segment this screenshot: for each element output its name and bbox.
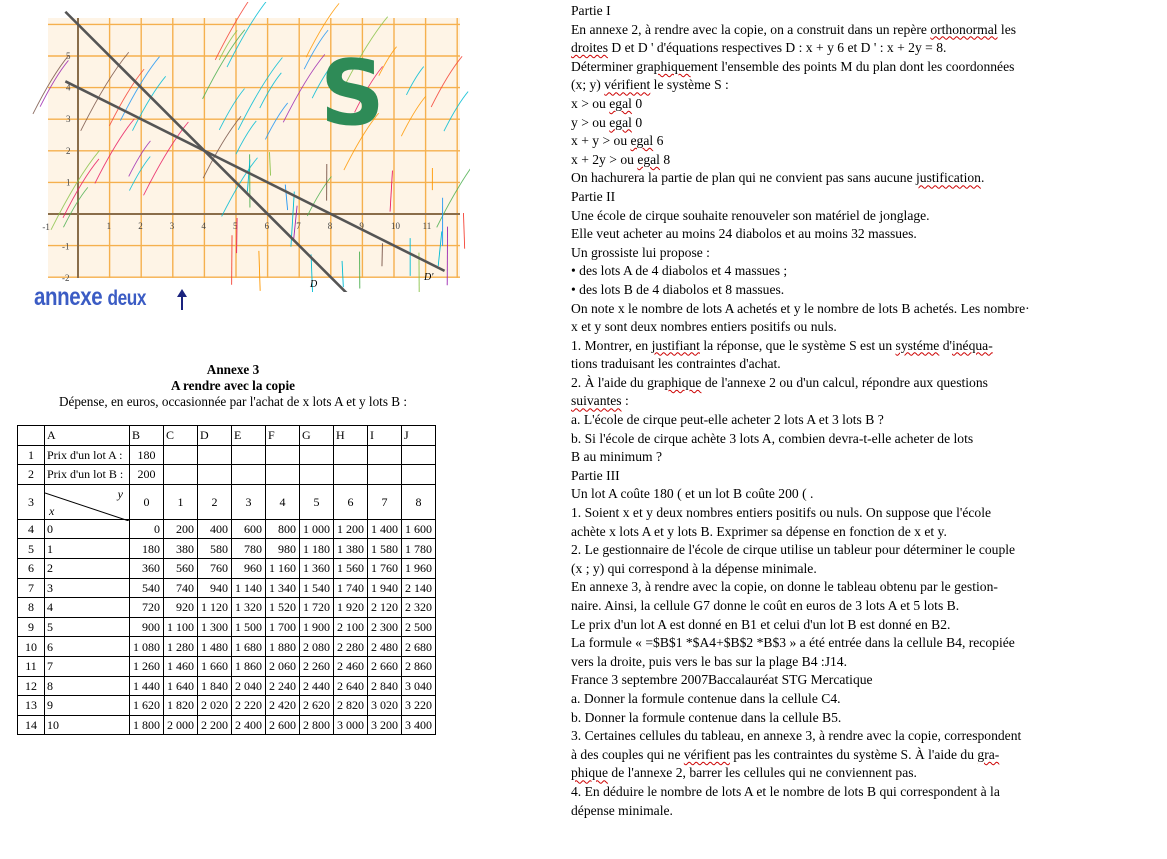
x-tick-label: 6 xyxy=(264,221,270,231)
annexe2-caption xyxy=(34,283,146,312)
price-a-label: Prix d'un lot A : xyxy=(45,445,130,465)
cost-cell: 560 xyxy=(164,558,198,578)
x-value: 9 xyxy=(45,696,130,716)
cost-cell: 580 xyxy=(198,539,232,559)
cost-cell: 780 xyxy=(232,539,266,559)
y-header-row xyxy=(18,484,436,519)
y-tick-label: 4 xyxy=(66,82,71,93)
annexe2-graph xyxy=(30,2,470,292)
cost-cell: 1 300 xyxy=(198,617,232,637)
cost-cell: 1 400 xyxy=(368,519,402,539)
table-row xyxy=(18,617,436,637)
cost-cell: 1 260 xyxy=(130,656,164,676)
row-number: 10 xyxy=(18,637,45,657)
x-tick-label: 11 xyxy=(422,221,432,231)
cost-cell: 1 640 xyxy=(164,676,198,696)
text-line: b. Si l'école de cirque achète 3 lots A, combien devra-t-elle acheter de lots xyxy=(571,430,974,446)
cost-cell: 1 520 xyxy=(266,598,300,618)
cost-cell: 1 000 xyxy=(300,519,334,539)
x-value: 4 xyxy=(45,598,130,618)
text-line: • des lots B de 4 diabolos et 8 massues. xyxy=(571,281,785,297)
x-tick-label: 5 xyxy=(233,221,238,231)
x-value: 2 xyxy=(45,558,130,578)
cost-cell: 1 740 xyxy=(334,578,368,598)
price-b-label: Prix d'un lot B : xyxy=(45,465,130,485)
cost-cell: 1 100 xyxy=(164,617,198,637)
table-row xyxy=(18,519,436,539)
cost-cell: 380 xyxy=(164,539,198,559)
x-tick-label: 1 xyxy=(106,221,112,231)
y-tick-label: 3 xyxy=(66,114,71,125)
column-letter-row xyxy=(18,426,436,446)
line-d-label: D xyxy=(310,279,318,290)
y-value: 7 xyxy=(368,484,402,519)
text-line: 3. Certaines cellules du tableau, en annexe 3, à rendre avec la copie, correspondent xyxy=(571,728,1022,744)
text-line: y > ou egal 0 xyxy=(571,114,643,130)
cost-cell: 2 480 xyxy=(368,637,402,657)
cost-cell: 1 560 xyxy=(334,558,368,578)
x-tick-label: 3 xyxy=(169,221,175,231)
x-value: 0 xyxy=(45,519,130,539)
text-line: En annexe 2, à rendre avec la copie, on a construit dans un repère orthonormal les xyxy=(571,21,1017,37)
y-tick-label: 5 xyxy=(66,51,71,61)
text-line: 2. À l'aide du graphique de l'annexe 2 ou d'un calcul, répondre aux questions xyxy=(571,374,988,390)
text-line: Une école de cirque souhaite renouveler son matériel de jonglage. xyxy=(571,207,930,223)
cost-cell: 2 300 xyxy=(368,617,402,637)
row-number: 2 xyxy=(18,465,45,485)
text-line: 2. Le gestionnaire de l'école de cirque utilise un tableur pour déterminer le couple xyxy=(571,542,1016,558)
cost-cell: 2 640 xyxy=(334,676,368,696)
y-value: 1 xyxy=(164,484,198,519)
table-row xyxy=(18,539,436,559)
cost-cell: 1 700 xyxy=(266,617,300,637)
annexe3-subtitle: A rendre avec la copie xyxy=(170,378,296,393)
text-line: Un grossiste lui propose : xyxy=(571,244,710,260)
x-value: 8 xyxy=(45,676,130,696)
x-tick-label: -1 xyxy=(42,222,50,232)
table-row xyxy=(18,578,436,598)
cost-cell: 1 920 xyxy=(334,598,368,618)
annexe2-word1: annexe xyxy=(34,283,103,311)
cost-cell: 1 080 xyxy=(130,637,164,657)
cost-cell: 2 080 xyxy=(300,637,334,657)
cost-cell: 1 120 xyxy=(198,598,232,618)
cost-cell: 1 800 xyxy=(130,715,164,735)
cost-cell: 900 xyxy=(130,617,164,637)
col-letter: F xyxy=(266,426,300,446)
cost-cell: 1 180 xyxy=(300,539,334,559)
cost-cell: 0 xyxy=(130,519,164,539)
cost-cell: 960 xyxy=(232,558,266,578)
text-line: achète x lots A et y lots B. Exprimer sa dépense en fonction de x et y. xyxy=(571,523,947,539)
spending-table-body xyxy=(18,426,436,735)
text-line: naire. Ainsi, la cellule G7 donne le coût en euros de 3 lots A et 5 lots B. xyxy=(571,598,960,613)
cost-cell: 1 440 xyxy=(130,676,164,696)
row-number: 11 xyxy=(18,656,45,676)
cost-cell: 940 xyxy=(198,578,232,598)
cost-cell: 1 360 xyxy=(300,558,334,578)
col-letter: A xyxy=(45,426,130,446)
x-tick-label: 4 xyxy=(201,221,206,231)
cost-cell: 200 xyxy=(164,519,198,539)
cost-cell: 3 000 xyxy=(334,715,368,735)
cost-cell: 1 620 xyxy=(130,696,164,716)
x-axis-label: x xyxy=(49,503,55,518)
cost-cell: 800 xyxy=(266,519,300,539)
row-number: 12 xyxy=(18,676,45,696)
text-line: x et y sont deux nombres entiers positifs ou nuls. xyxy=(571,319,837,335)
text-line: La formule « =$B$1 *$A4+$B$2 *B$3 » a été entrée dans la cellule B4, recopiée xyxy=(571,635,1015,651)
text-line: dépense minimale. xyxy=(571,802,673,818)
cost-cell: 2 220 xyxy=(232,696,266,716)
diagonal-divider xyxy=(45,485,129,521)
text-line: x > ou egal 0 xyxy=(571,95,643,111)
row-number: 4 xyxy=(18,519,45,539)
x-tick-label: 7 xyxy=(296,221,301,231)
cost-cell: 360 xyxy=(130,558,164,578)
row-number: 14 xyxy=(18,715,45,735)
price-a-value: 180 xyxy=(130,445,164,465)
text-line: Déterminer graphiquement l'ensemble des points M du plan dont les coordonnées xyxy=(571,58,1015,74)
x-value: 10 xyxy=(45,715,130,735)
cost-cell: 2 620 xyxy=(300,696,334,716)
x-tick-label: 10 xyxy=(391,221,400,231)
text-line: En annexe 3, à rendre avec la copie, on donne le tableau obtenu par le gestion- xyxy=(571,579,998,595)
text-line: vers la droite, puis vers le bas sur la plage B4 :J14. xyxy=(571,653,847,669)
text-line: Un lot A coûte 180 ( et un lot B coûte 200 ( . xyxy=(571,486,814,502)
cost-cell: 3 040 xyxy=(402,676,436,696)
cost-cell: 1 460 xyxy=(164,656,198,676)
cost-cell: 740 xyxy=(164,578,198,598)
cost-cell: 980 xyxy=(266,539,300,559)
text-line: 1. Montrer, en justifiant la réponse, que le système S est un systéme d'inéqua- xyxy=(571,337,993,353)
table-row xyxy=(18,637,436,657)
cost-cell: 760 xyxy=(198,558,232,578)
cost-cell: 1 960 xyxy=(402,558,436,578)
col-letter: J xyxy=(402,426,436,446)
cost-cell: 2 020 xyxy=(198,696,232,716)
text-line: Elle veut acheter au moins 24 diabolos et au moins 32 massues. xyxy=(571,226,917,242)
text-line: phique de l'annexe 2, barrer les cellules qui ne conviennent pas. xyxy=(571,765,917,781)
table-row xyxy=(18,696,436,716)
x-value: 7 xyxy=(45,656,130,676)
cost-cell: 2 680 xyxy=(402,637,436,657)
text-line: à des couples qui ne vérifient pas les contraintes du système S. À l'aide du gra- xyxy=(571,746,1000,762)
cost-cell: 1 940 xyxy=(368,578,402,598)
cost-cell: 1 660 xyxy=(198,656,232,676)
cost-cell: 2 060 xyxy=(266,656,300,676)
cost-cell: 1 160 xyxy=(266,558,300,578)
row-number: 7 xyxy=(18,578,45,598)
cost-cell: 2 280 xyxy=(334,637,368,657)
y-value: 2 xyxy=(198,484,232,519)
y-tick-label: -1 xyxy=(62,241,70,252)
hatch-stroke xyxy=(463,213,464,249)
x-tick-label: 8 xyxy=(327,221,333,231)
text-line: On note x le nombre de lots A achetés et y le nombre de lots B achetés. Les nombre· xyxy=(571,300,1030,316)
cost-cell: 920 xyxy=(164,598,198,618)
text-line: Partie III xyxy=(571,467,620,483)
text-line: 4. En déduire le nombre de lots A et le nombre de lots B qui correspondent à la xyxy=(571,783,1000,799)
text-line: a. L'école de cirque peut-elle acheter 2 lots A et 3 lots B ? xyxy=(571,412,884,428)
row-number: 9 xyxy=(18,617,45,637)
cost-cell: 2 240 xyxy=(266,676,300,696)
cost-cell: 1 500 xyxy=(232,617,266,637)
cost-cell: 1 780 xyxy=(402,539,436,559)
x-value: 1 xyxy=(45,539,130,559)
col-letter: G xyxy=(300,426,334,446)
system-s-letter: S xyxy=(320,41,385,146)
cost-cell: 1 340 xyxy=(266,578,300,598)
text-line: a. Donner la formule contenue dans la cellule C4. xyxy=(571,690,841,706)
cost-cell: 540 xyxy=(130,578,164,598)
cost-cell: 1 840 xyxy=(198,676,232,696)
y-value: 3 xyxy=(232,484,266,519)
row-number: 5 xyxy=(18,539,45,559)
cost-cell: 1 720 xyxy=(300,598,334,618)
x-value: 5 xyxy=(45,617,130,637)
cost-cell: 1 880 xyxy=(266,637,300,657)
cost-cell: 1 200 xyxy=(334,519,368,539)
annexe3-header xyxy=(17,362,449,410)
text-line: x + y > ou egal 6 xyxy=(571,133,664,149)
text-line: On hachurera la partie de plan qui ne convient pas sans aucune justification. xyxy=(571,170,985,186)
cost-cell: 3 020 xyxy=(368,696,402,716)
cost-cell: 2 840 xyxy=(368,676,402,696)
cost-cell: 1 900 xyxy=(300,617,334,637)
col-letter: I xyxy=(368,426,402,446)
text-line: Le prix d'un lot A est donné en B1 et celui d'un lot B est donné en B2. xyxy=(571,616,951,632)
text-line: suivantes : xyxy=(571,393,629,409)
text-line: x + 2y > ou egal 8 xyxy=(571,151,671,167)
y-value: 0 xyxy=(130,484,164,519)
y-tick-label: 2 xyxy=(66,145,71,156)
cost-cell: 2 600 xyxy=(266,715,300,735)
cost-cell: 3 400 xyxy=(402,715,436,735)
text-line: Partie I xyxy=(571,3,611,18)
cost-cell: 1 820 xyxy=(164,696,198,716)
row-number: 3 xyxy=(18,484,45,519)
col-letter: D xyxy=(198,426,232,446)
cost-cell: 1 860 xyxy=(232,656,266,676)
text-line: B au minimum ? xyxy=(571,449,662,465)
y-tick-label: -2 xyxy=(62,273,70,284)
table-row xyxy=(18,676,436,696)
y-axis-label: y xyxy=(117,486,123,501)
cost-cell: 2 460 xyxy=(334,656,368,676)
cost-cell: 1 540 xyxy=(300,578,334,598)
cost-cell: 1 680 xyxy=(232,637,266,657)
exercise-text xyxy=(571,2,1151,820)
cost-cell: 1 380 xyxy=(334,539,368,559)
col-letter: E xyxy=(232,426,266,446)
xy-diagonal-cell xyxy=(45,484,130,519)
x-tick-label: 2 xyxy=(138,221,143,231)
cost-cell: 1 580 xyxy=(368,539,402,559)
cost-cell: 2 000 xyxy=(164,715,198,735)
text-line: (x; y) vérifient le système S : xyxy=(571,77,729,93)
x-value: 6 xyxy=(45,637,130,657)
text-line: France 3 septembre 2007Baccalauréat STG Mercatique xyxy=(571,672,873,688)
line-d-prime-label: D' xyxy=(424,272,434,283)
cost-cell: 2 260 xyxy=(300,656,334,676)
corner-cell xyxy=(18,426,45,446)
up-arrow-icon xyxy=(174,288,190,312)
cost-cell: 2 100 xyxy=(334,617,368,637)
cost-cell: 2 040 xyxy=(232,676,266,696)
cost-cell: 2 500 xyxy=(402,617,436,637)
annexe2-word2: deux xyxy=(107,287,147,310)
row-number: 1 xyxy=(18,445,45,465)
cost-cell: 1 320 xyxy=(232,598,266,618)
annexe3-title: Annexe 3 xyxy=(206,362,260,377)
y-value: 6 xyxy=(334,484,368,519)
cost-cell: 400 xyxy=(198,519,232,539)
table-row xyxy=(18,715,436,735)
cost-cell: 2 440 xyxy=(300,676,334,696)
col-letter: C xyxy=(164,426,198,446)
annexe3-caption: Dépense, en euros, occasionnée par l'achat de x lots A et y lots B : xyxy=(58,394,408,409)
cost-cell: 1 760 xyxy=(368,558,402,578)
text-line: 1. Soient x et y deux nombres entiers positifs ou nuls. On suppose que l'école xyxy=(571,505,992,521)
cost-cell: 2 140 xyxy=(402,578,436,598)
table-row xyxy=(18,656,436,676)
x-value: 3 xyxy=(45,578,130,598)
cost-cell: 2 800 xyxy=(300,715,334,735)
cost-cell: 2 420 xyxy=(266,696,300,716)
y-tick-label: 1 xyxy=(66,177,71,188)
row-number: 6 xyxy=(18,558,45,578)
cost-cell: 2 860 xyxy=(402,656,436,676)
cost-cell: 2 320 xyxy=(402,598,436,618)
cost-cell: 3 220 xyxy=(402,696,436,716)
price-a-row xyxy=(18,445,436,465)
cost-cell: 3 200 xyxy=(368,715,402,735)
cost-cell: 2 660 xyxy=(368,656,402,676)
cost-cell: 1 280 xyxy=(164,637,198,657)
price-b-row xyxy=(18,465,436,485)
y-value: 5 xyxy=(300,484,334,519)
text-line: tions traduisant les contraintes d'achat. xyxy=(571,356,781,372)
y-value: 8 xyxy=(402,484,436,519)
cost-cell: 2 200 xyxy=(198,715,232,735)
text-line: droites D et D ' d'équations respectives D : x + y 6 et D ' : x + 2y = 8. xyxy=(571,40,947,56)
text-line: Partie II xyxy=(571,188,616,204)
x-tick-label: 9 xyxy=(359,221,364,231)
cost-cell: 600 xyxy=(232,519,266,539)
cost-cell: 2 820 xyxy=(334,696,368,716)
cost-cell: 180 xyxy=(130,539,164,559)
cost-cell: 2 120 xyxy=(368,598,402,618)
cost-cell: 1 140 xyxy=(232,578,266,598)
y-value: 4 xyxy=(266,484,300,519)
cost-cell: 1 480 xyxy=(198,637,232,657)
row-number: 13 xyxy=(18,696,45,716)
table-row xyxy=(18,558,436,578)
col-letter: B xyxy=(130,426,164,446)
price-b-value: 200 xyxy=(130,465,164,485)
cost-cell: 720 xyxy=(130,598,164,618)
cost-cell: 1 600 xyxy=(402,519,436,539)
cost-cell: 2 400 xyxy=(232,715,266,735)
text-line: (x ; y) qui correspond à la dépense minimale. xyxy=(571,560,817,576)
row-number: 8 xyxy=(18,598,45,618)
col-letter: H xyxy=(334,426,368,446)
spending-table xyxy=(17,425,436,735)
table-row xyxy=(18,598,436,618)
text-line: • des lots A de 4 diabolos et 4 massues ; xyxy=(571,263,788,279)
text-line: b. Donner la formule contenue dans la cellule B5. xyxy=(571,709,842,725)
